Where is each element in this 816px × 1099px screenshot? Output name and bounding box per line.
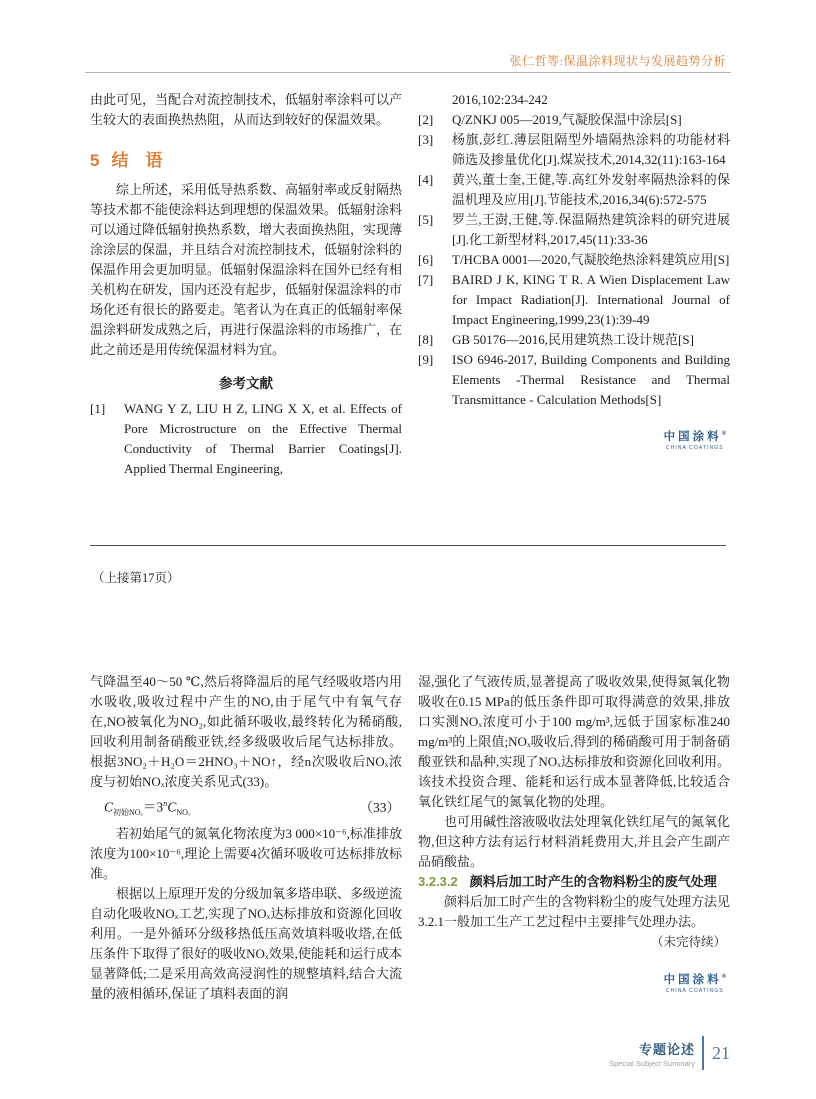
subsection-title: 颜料后加工时产生的含物料粉尘的废气处理 <box>469 874 717 889</box>
reference-number: [3] <box>418 132 434 147</box>
reference-item <box>90 399 402 479</box>
page-number: 21 <box>712 1042 730 1063</box>
reference-text: 杨旗,彭红.薄层阻隔型外墙隔热涂料的功能材料筛选及掺量优化[J].煤炭技术,2014,32(11):163-164 <box>452 132 730 167</box>
reference-number: [4] <box>418 172 434 187</box>
formula-subscript: NOₓ <box>176 808 191 818</box>
reference-item <box>418 130 730 170</box>
reference-number: [7] <box>418 272 434 287</box>
paragraph: 也可用碱性溶液吸收法处理氧化铁红尾气的氮氧化物,但这种方法有运行材料消耗费用大,并且会产生副产品硝酸盐。 <box>418 814 731 869</box>
logo-text-en: CHINA COATINGS <box>665 988 724 994</box>
page-footer <box>609 1036 730 1070</box>
reference-item <box>418 250 730 270</box>
reference-text: ISO 6946-2017, Building Components and Building Elements -Thermal Resistance and Thermal Transmittance - Calculation Methods[S] <box>452 352 730 407</box>
reference-number: [5] <box>418 212 434 227</box>
formula-variable: C <box>104 799 114 815</box>
top-section <box>90 90 730 479</box>
trademark-icon: ® <box>721 431 726 438</box>
reference-item <box>418 350 730 410</box>
paragraph: 综上所述，采用低导热系数、高辐射率或反射隔热等技术都不能使涂料达到理想的保温效果。低辐射涂料可以通过降低辐射换热系数，增大表面换热阻，实现薄涂涂层的保温，并且结合对流控制技术，低辐射涂料的保温作用会更加明显。低辐射保温涂料在国外已经有相关机构在研发，国内还没有起步，低辐射保温涂料的市场化还有很长的路要走。笔者认为在真正的低辐射率保温涂料研发成熟之后，再进行保温涂料的市场推广，在此之前还是用传统保温材料为宜。 <box>90 182 403 357</box>
running-head: 张仁哲等:保温涂料现状与发展趋势分析 <box>509 54 726 68</box>
bottom-section <box>90 672 730 1004</box>
formula-body <box>104 793 190 823</box>
reference-item <box>418 210 730 250</box>
publisher-logo <box>664 428 726 451</box>
footer-divider <box>702 1036 704 1070</box>
formula-variable: C <box>167 799 177 815</box>
reference-item <box>418 110 730 130</box>
paragraph: 湿,强化了气液传质,显著提高了吸收效果,使得氮氧化物吸收在0.15 MPa的低压条件即可取得满意的效果,排放口实测NOₓ浓度可小于100 mg/m³,远低于国家标准240 mg/m³的上限值;NOₓ吸收后,得到的稀硝酸可用于制备硝酸亚铁和晶种,实现了NOₓ达标排放和资源化回收利用。该技术投资合理、能耗和运行成本显著降低,比较适合氧化铁红尾气的氮氧化物的处理。 <box>418 674 730 809</box>
bottom-left-column <box>90 672 402 1004</box>
logo-text-cn <box>664 971 726 987</box>
subsection-heading <box>418 872 730 892</box>
section-heading <box>90 146 402 171</box>
formula-equals: ＝ <box>142 799 157 815</box>
reference-text: BAIRD J K, KING T R. A Wien Displacement Law for Impact Radiation[J]. International Journal of Impact Engineering,1999,23(1):39-49 <box>452 272 730 327</box>
top-right-column <box>418 90 730 479</box>
references-title: 参考文献 <box>219 376 273 391</box>
header-rule <box>85 72 731 73</box>
footer-section-subtitle: Special Subject Summary <box>609 1058 695 1068</box>
bottom-right-column <box>418 672 730 1004</box>
publisher-logo <box>664 971 726 994</box>
paragraph: 由此可见，当配合对流控制技术，低辐射率涂料可以产生较大的表面换热热阻，从而达到较好的保温效果。 <box>90 92 403 127</box>
formula-number: （33） <box>359 799 400 815</box>
continued-from-note: （上接第17页） <box>92 571 180 585</box>
formula <box>104 793 402 823</box>
to-be-continued-note: （未完待续） <box>650 935 726 949</box>
formula-base: 3 <box>156 799 164 815</box>
reference-text: T/HCBA 0001—2020,气凝胶绝热涂料建筑应用[S] <box>452 252 730 267</box>
section-divider <box>90 545 726 546</box>
subsection-number: 3.2.3.2 <box>418 874 458 889</box>
section-title: 结 语 <box>111 151 163 170</box>
logo-text-cn <box>664 428 726 444</box>
reference-number: [8] <box>418 332 434 347</box>
footer-section-title: 专题论述 <box>638 1041 695 1057</box>
reference-text: GB 50176—2016,民用建筑热工设计规范[S] <box>452 332 694 347</box>
reference-text: 黄兴,董士奎,王健,等.高红外发射率隔热涂料的保温机理及应用[J].节能技术,2016,34(6):572-575 <box>452 172 730 207</box>
formula-exponent: n <box>163 798 168 808</box>
reference-text: 罗兰,王澍,王健,等.保温隔热建筑涂料的研究进展[J].化工新型材料,2017,45(11):33-36 <box>452 212 730 247</box>
reference-number: [9] <box>418 352 434 367</box>
reference-number: [1] <box>90 401 106 416</box>
top-left-column <box>90 90 402 479</box>
reference-continuation: 2016,102:234-242 <box>452 92 548 107</box>
logo-cn-label: 中国涂料 <box>663 974 722 986</box>
section-number: 5 <box>90 151 100 170</box>
logo-cn-label: 中国涂料 <box>663 431 722 443</box>
footer-labels <box>609 1039 695 1068</box>
reference-item <box>418 170 730 210</box>
logo-text-en: CHINA COATINGS <box>665 445 724 451</box>
paragraph: 颜料后加工时产生的含物料粉尘的废气处理方法见3.2.1一般加工生产工艺过程中主要排气处理办法。 <box>418 894 731 929</box>
paragraph: 根据以上原理开发的分级加氧多塔串联、多级逆流自动化吸收NOₓ工艺,实现了NOₓ达标排放和资源化回收利用。一是外循环分级移热低压高效填料吸收塔,在低压条件下取得了很好的吸收NOₓ效果,使能耗和运行成本显著降低;二是采用高效高浸润性的规整填料,结合大流量的液相循环,保证了填料表面的润 <box>90 886 403 1002</box>
paragraph: 气降温至40～50 ℃,然后将降温后的尾气经吸收塔内用水吸收,吸收过程中产生的NO,由于尾气中有氧气存在,NO被氧化为NO₂,如此循环吸收,最终转化为稀硝酸,回收利用制备硝酸亚铁,经多级吸收后尾气达标排放。根据3NO₂＋H₂O＝2HNO₃＋NO↑，经n次吸收后NOₓ浓度与初始NOₓ浓度关系见式(33)。 <box>90 674 402 789</box>
reference-number: [6] <box>418 252 434 267</box>
reference-number: [2] <box>418 112 434 127</box>
reference-item <box>418 270 730 330</box>
reference-text: WANG Y Z, LIU H Z, LING X X, et al. Effects of Pore Microstructure on the Effective Thermal Conductivity of Thermal Barrier Coatings[J]. Applied Thermal Engineering, <box>124 401 402 476</box>
reference-text: Q/ZNKJ 005—2019,气凝胶保温中涂层[S] <box>452 112 682 127</box>
trademark-icon: ® <box>721 974 726 981</box>
formula-subscript: 初始NOₓ <box>113 808 143 818</box>
reference-item <box>418 330 730 350</box>
paragraph: 若初始尾气的氮氧化物浓度为3 000×10⁻⁶,标准排放浓度为100×10⁻⁶,理论上需要4次循环吸收可达标排放标准。 <box>90 826 402 882</box>
